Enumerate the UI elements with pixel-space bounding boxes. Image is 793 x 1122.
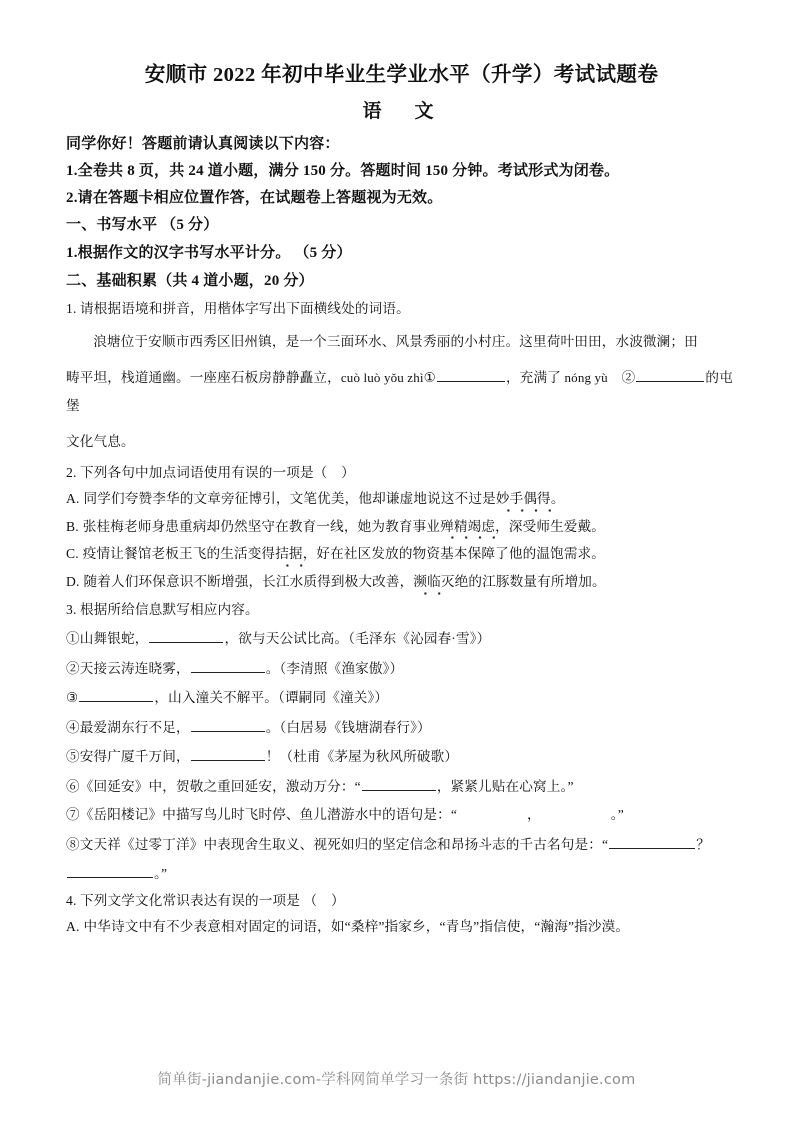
question-4-stem: 4. 下列文学文化常识表达有误的一项是 （ ） (66, 892, 345, 908)
answer-blank[interactable] (636, 368, 704, 382)
answer-blank[interactable] (79, 688, 153, 702)
notice-line-1: 1.全卷共 8 页，共 24 道小题，满分 150 分。答题时间 150 分钟。考试形式为闭卷。 (66, 162, 620, 179)
passage-fragment: ，充满了 (505, 370, 561, 386)
blank-marker-2: ② (621, 370, 636, 386)
question-3-item-7 (66, 806, 737, 822)
item-text: 。（白居易《钱塘湖春行》） (265, 719, 431, 735)
question-3-item-5 (66, 747, 737, 764)
option-text: 疫情让餐馆老板王飞的生活变得 (82, 546, 276, 562)
blank-marker-1: ① (423, 370, 436, 386)
item-marker: ① (66, 631, 80, 647)
item-marker: ⑦ (66, 807, 80, 823)
emphasized-term: 妙手偶得 (495, 491, 551, 507)
option-text: ，深受师生爱戴。 (495, 518, 606, 534)
item-marker: ⑤ (66, 749, 80, 765)
option-text: 灭绝的江豚数量有所增加。 (440, 574, 606, 590)
question-3-item-4 (66, 718, 737, 735)
question-3-item-6 (66, 777, 737, 794)
pinyin-2: nóng yù (564, 370, 608, 386)
answer-blank[interactable] (362, 777, 436, 791)
passage-fragment: 的屯堡 (66, 370, 733, 413)
footer-watermark: 简单街-jiandanjie.com-学科网简单学习一条街 https://jiandanjie.com (157, 1072, 636, 1088)
item-marker: ⑥ (66, 778, 80, 794)
section-heading-2: 二、基础积累（共 4 道小题，20 分） (66, 272, 314, 289)
question-4-option-a[interactable] (66, 920, 737, 934)
option-label: D. (66, 574, 80, 590)
option-text: 中华诗文中有不少表意相对固定的词语，如“桑梓”指家乡，“青鸟”指信使，“瀚海”指沙漠。 (83, 919, 630, 935)
question-3-item-2 (66, 659, 737, 676)
option-text: 。 (550, 491, 565, 507)
item-text: 天接云涛连晓雾， (79, 660, 190, 676)
question-2-option-a[interactable] (66, 492, 737, 506)
question-3-item-8-cont (66, 864, 737, 881)
question-1-stem: 1. 请根据语境和拼音，用楷体字写出下面横线处的词语。 (66, 300, 410, 316)
option-label: C. (66, 546, 79, 562)
question-2-option-b[interactable] (66, 520, 737, 534)
answer-blank[interactable] (609, 835, 695, 849)
answer-blank[interactable] (191, 747, 265, 761)
question-3-item-3 (66, 688, 737, 705)
item-text: ！（杜甫《茅屋为秋风所破歌） (265, 749, 459, 765)
pinyin-1: cuò luò yǒu zhì (340, 370, 424, 386)
question-2-stem: 2. 下列各句中加点词语使用有误的一项是（ ） (66, 464, 355, 480)
item-text: ，山入潼关不解平。（谭嗣同《潼关》） (154, 690, 389, 706)
question-3-stem: 3. 根据所给信息默写相应内容。 (66, 601, 259, 617)
question-1-passage-line-3: 文化气息。 (66, 433, 135, 449)
item-text: ，紧紧儿贴在心窝上。” (436, 778, 574, 794)
answer-blank[interactable] (458, 806, 526, 819)
question-3-item-8 (66, 835, 737, 852)
question-1-passage-line-1: 浪塘位于安顺市西秀区旧州镇，是一个三面环水、风景秀丽的小村庄。这里荷叶田田，水波微澜；田 (93, 334, 698, 350)
emphasized-term: 殚精竭虑 (440, 518, 496, 534)
item-text: 《岳阳楼记》中描写鸟儿时飞时停、鱼儿潜游水中的语句是：“ (79, 807, 458, 823)
item-text: 山舞银蛇， (79, 631, 149, 647)
item-marker: ⑧ (66, 836, 80, 852)
answer-blank[interactable] (437, 368, 505, 382)
answer-blank[interactable] (149, 629, 223, 643)
option-text: ，好在社区发放的物资基本保障了他的温饱需求。 (302, 546, 606, 562)
question-2-option-c[interactable] (66, 547, 737, 561)
question-1-passage-line-2 (66, 364, 737, 420)
section-heading-1: 一、书写水平 （5 分） (66, 216, 219, 233)
answer-blank[interactable] (191, 718, 265, 732)
option-text: 同学们夸赞李华的文章旁征博引，文笔优美，他却谦虚地说这不过是 (83, 491, 496, 507)
item-marker: ③ (66, 690, 79, 706)
option-label: A. (66, 919, 80, 935)
option-text: 随着人们环保意识不断增强，长江水质得到极大改善， (83, 574, 414, 590)
answer-blank[interactable] (542, 806, 610, 819)
item-text: 《回延安》中，贺敬之重回延安，激动万分：“ (79, 778, 361, 794)
question-3-item-1 (66, 629, 737, 646)
section1-question-1: 1.根据作文的汉字书写水平计分。 （5 分） (66, 244, 352, 261)
option-text: 张桂梅老师身患重病却仍然坚守在教育一线，她为教育事业 (82, 518, 441, 534)
option-label: A. (66, 491, 80, 507)
page-title: 安顺市 2022 年初中毕业生学业水平（升学）考试试题卷 (144, 64, 659, 86)
item-text: 安得广厦千万间， (79, 749, 190, 765)
answer-blank[interactable] (67, 864, 153, 878)
item-marker: ② (66, 660, 80, 676)
item-text: 。” (154, 866, 168, 882)
document-body (66, 62, 737, 948)
item-text: 文天祥《过零丁洋》中表现舍生取义、视死如归的坚定信念和昂扬斗志的千古名句是：“ (79, 836, 609, 852)
answer-blank[interactable] (191, 659, 265, 673)
subject-title: 语 文 (362, 100, 441, 122)
item-text: ？ (696, 836, 710, 852)
item-text: 。（李清照《渔家傲》） (265, 660, 404, 676)
item-text: ， (527, 807, 541, 823)
item-text: 。” (610, 807, 624, 823)
item-text: 最爱湖东行不足， (79, 719, 190, 735)
emphasized-term: 濒临 (413, 574, 441, 590)
notice-line-2: 2.请在答题卡相应位置作答，在试题卷上答题视为无效。 (66, 189, 443, 206)
option-label: B. (66, 518, 79, 534)
passage-fragment: 畴平坦，栈道通幽。一座座石板房静静矗立， (66, 370, 341, 386)
question-2-option-d[interactable] (66, 575, 737, 589)
emphasized-term: 拮据 (275, 546, 303, 562)
item-text: ，欲与天公试比高。（毛泽东《沁园春·雪》） (224, 631, 491, 647)
item-marker: ④ (66, 719, 80, 735)
notice-greeting: 同学你好！答题前请认真阅读以下内容： (66, 135, 340, 152)
